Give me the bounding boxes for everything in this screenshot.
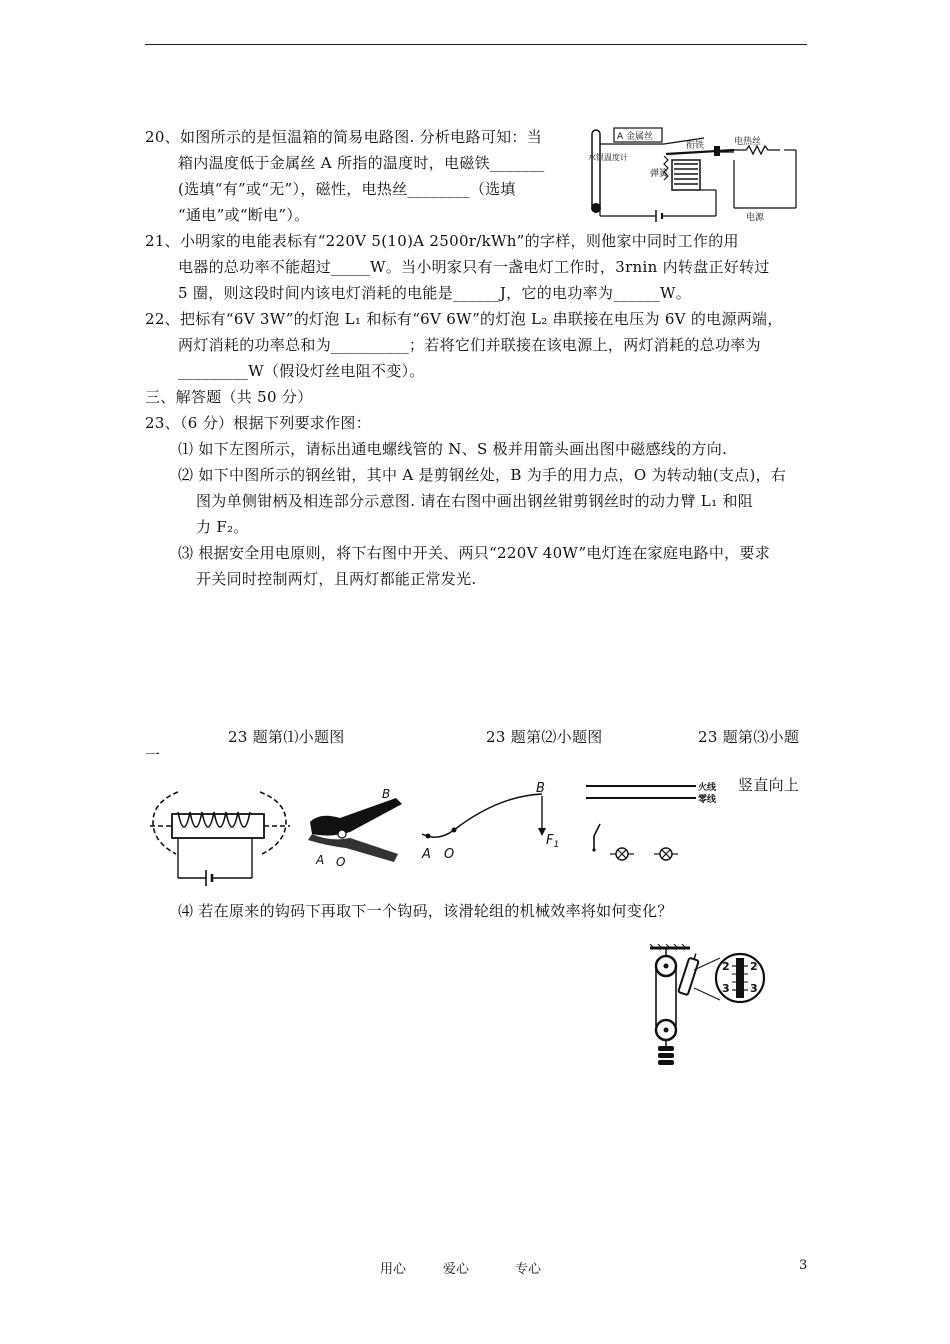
lever-figure bbox=[418, 778, 566, 870]
q21-line-2: 电器的总功率不能超过_____W。当小明家只有一盏电灯工作时，3rnin 内转盘正好转过 bbox=[178, 258, 770, 276]
spring-label: 弹簧 bbox=[650, 169, 669, 179]
pliers-figure bbox=[300, 782, 412, 874]
thermometer-icon bbox=[592, 130, 600, 210]
q23-part-3b: 开关同时控制两灯，且两灯都能正常发光. bbox=[196, 570, 477, 588]
q20-line-4: “通电”或“断电”）。 bbox=[178, 206, 310, 224]
pliers-upper-handle-icon bbox=[310, 798, 402, 836]
q22-line-3: _________W（假设灯丝电阻不变）。 bbox=[178, 362, 425, 380]
footer-text-2: 爱心 bbox=[443, 1262, 470, 1277]
pliers-label-a: A bbox=[316, 853, 325, 867]
pliers-label-o: O bbox=[336, 855, 346, 869]
solenoid-coil-icon bbox=[178, 812, 250, 827]
solenoid-figure bbox=[148, 782, 293, 892]
q22-line-1: 22、把标有“6V 3W”的灯泡 L₁ 和标有“6V 6W”的灯泡 L₂ 串联接在电压为 6V 的电源两端， bbox=[145, 310, 783, 328]
caption-fig-3: 23 题第⑶小题 bbox=[698, 728, 800, 746]
neutral-wire-label: 零线 bbox=[698, 795, 717, 805]
lever-label-a: A bbox=[422, 847, 431, 862]
q20-line-3: (选填“有”或“无”），磁性，电热丝________（选填 bbox=[178, 180, 516, 198]
header-rule bbox=[145, 44, 807, 45]
q21-line-1: 21、小明家的电能表标有“220V 5(10)A 2500r/kWh”的字样，则他家中同时工作的用 bbox=[145, 232, 739, 250]
household-circuit-figure bbox=[580, 778, 736, 870]
footer-text-1: 用心 bbox=[380, 1262, 407, 1277]
lever-label-o: O bbox=[444, 847, 455, 862]
q23-part-2a: ⑵ 如下中图所示的钢丝钳，其中 A 是剪钢丝处，B 为手的用力点，O 为转动轴(支点)，右 bbox=[178, 466, 787, 484]
pulley-figure bbox=[640, 944, 770, 1066]
thermostat-circuit-figure bbox=[584, 120, 806, 224]
q23-part-2b: 图为单侧钳柄及相连部分示意图. 请在右图中画出钢丝钳剪钢丝时的动力臂 L₁ 和阻 bbox=[196, 492, 754, 510]
thermometer-label: 水银温度计 bbox=[588, 153, 628, 162]
force-f1-label: $F_1$ bbox=[546, 833, 560, 850]
scale-mark-2-left: 2 bbox=[722, 960, 730, 973]
q20-line-1: 20、如图所示的是恒温箱的简易电路图. 分析电路可知：当 bbox=[145, 128, 543, 146]
q23-part-3a: ⑶ 根据安全用电原则，将下右图中开关、两只“220V 40W”电灯连在家庭电路中，要求 bbox=[178, 544, 771, 562]
q23-part-1: ⑴ 如下左图所示，请标出通电螺线管的 N、S 极并用箭头画出图中磁感线的方向. bbox=[178, 440, 728, 458]
power-label: 电源 bbox=[746, 213, 765, 223]
stray-text-right: 竖直向上 bbox=[738, 776, 800, 794]
pliers-label-b: B bbox=[382, 787, 391, 801]
q23-head: 23、（6 分）根据下列要求作图： bbox=[145, 414, 371, 432]
scale-mark-3-left: 3 bbox=[722, 982, 730, 995]
q23-part-2c: 力 F₂。 bbox=[196, 518, 249, 536]
armature-label: 衔铁 bbox=[686, 141, 705, 151]
q22-line-2: 两灯消耗的功率总和为__________；若将它们并联接在该电源上，两灯消耗的总功率为 bbox=[178, 336, 761, 354]
q20-line-2: 箱内温度低于金属丝 A 所指的温度时，电磁铁_______ bbox=[178, 154, 545, 172]
stray-char-left: 一 bbox=[145, 746, 161, 764]
heater-resistor-icon bbox=[734, 146, 780, 154]
q21-line-3: 5 圈，则这段时间内该电灯消耗的电能是______J，它的电功率为______W。 bbox=[178, 284, 692, 302]
scale-mark-2-right: 2 bbox=[750, 960, 758, 973]
weight-icon bbox=[658, 1046, 674, 1051]
page-number: 3 bbox=[799, 1258, 808, 1273]
scale-mark-3-right: 3 bbox=[750, 982, 758, 995]
live-wire-label: 火线 bbox=[698, 783, 717, 793]
caption-fig-1: 23 题第⑴小题图 bbox=[228, 728, 345, 746]
spring-scale-icon bbox=[678, 958, 699, 995]
heater-label: 电热丝 bbox=[734, 137, 762, 147]
footer-text-3: 专心 bbox=[515, 1262, 542, 1277]
metal-wire-label: A 金属丝 bbox=[617, 132, 654, 142]
caption-fig-2: 23 题第⑵小题图 bbox=[486, 728, 603, 746]
section-3-heading: 三、解答题（共 50 分） bbox=[145, 388, 313, 406]
q23-part-4: ⑷ 若在原来的钩码下再取下一个钩码，该滑轮组的机械效率将如何变化？ bbox=[178, 902, 673, 920]
lever-arm-curve bbox=[422, 794, 542, 837]
lever-label-b: B bbox=[536, 781, 545, 796]
